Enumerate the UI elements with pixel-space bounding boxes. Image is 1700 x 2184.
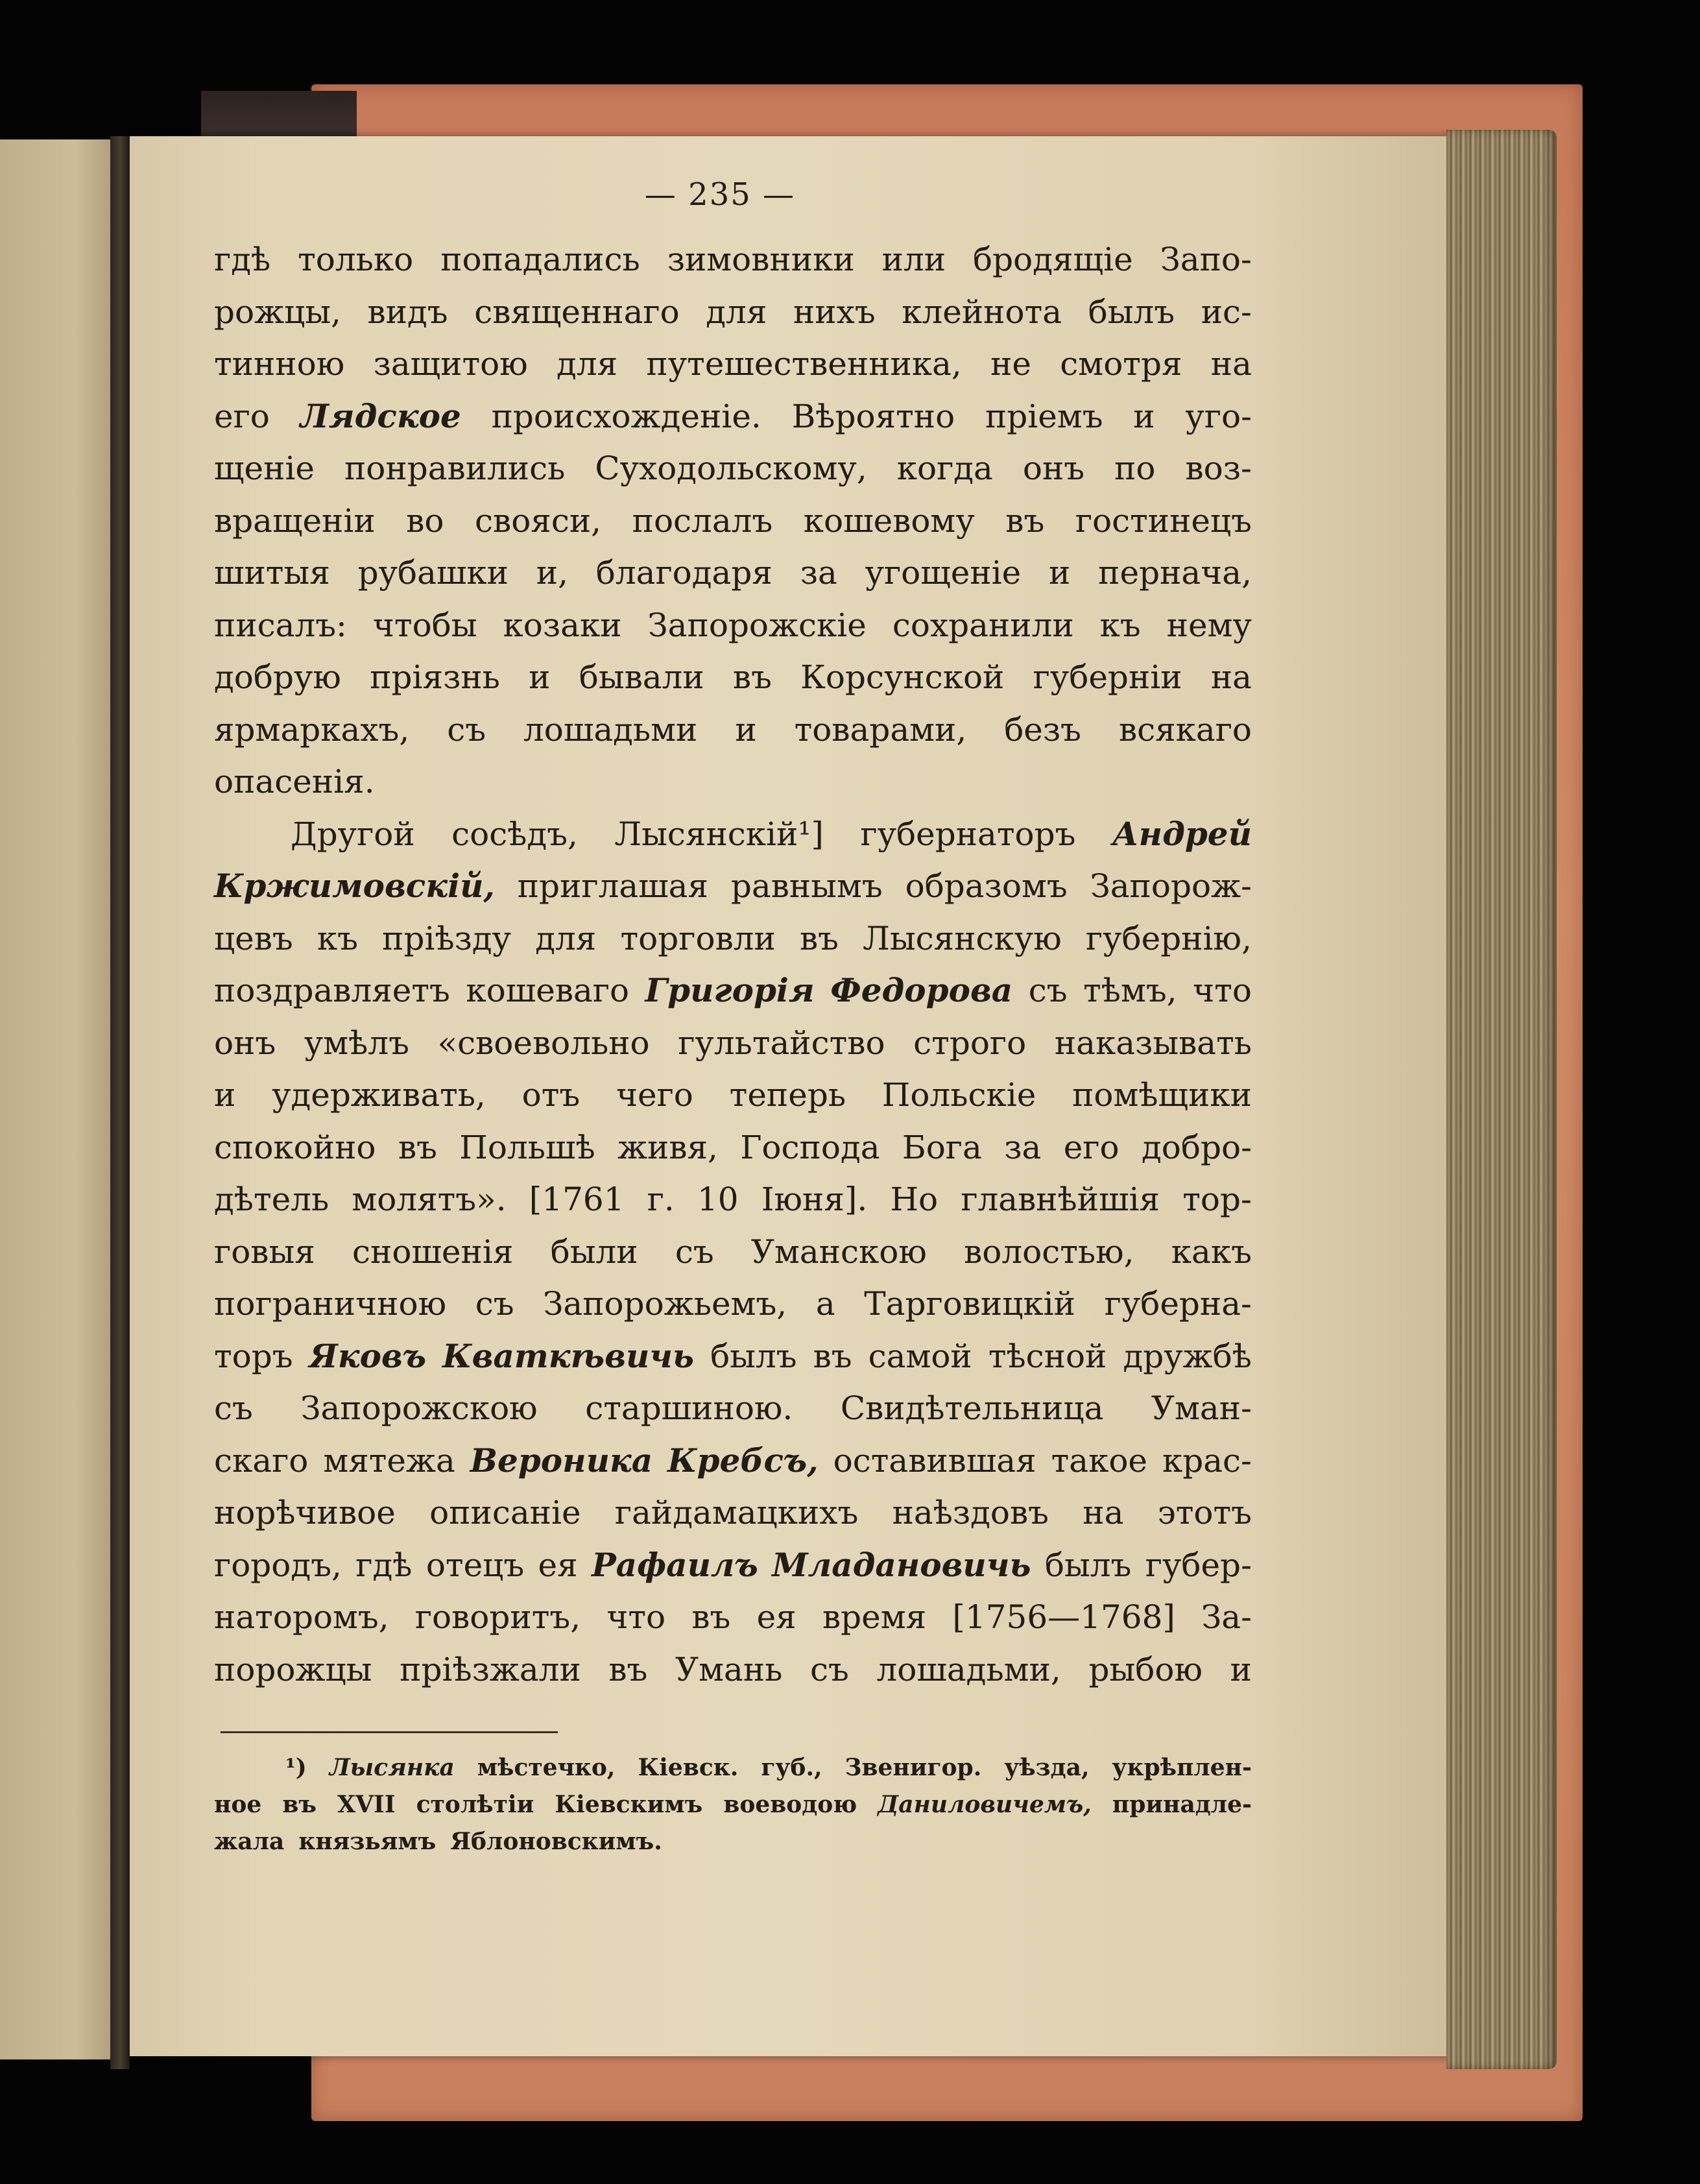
body-line bbox=[214, 1487, 1252, 1539]
body-line bbox=[214, 1435, 1252, 1487]
body-word: чтобы bbox=[372, 606, 477, 644]
body-word: удерживать, bbox=[272, 1076, 486, 1114]
body-word: Младановичь bbox=[772, 1545, 1031, 1584]
body-word: Уман- bbox=[1151, 1389, 1252, 1427]
body-word: и bbox=[1230, 1650, 1252, 1688]
body-line bbox=[214, 390, 1252, 443]
footnote-word: столѣтіи bbox=[416, 1791, 534, 1818]
body-word: его bbox=[214, 397, 270, 435]
body-word: и bbox=[214, 1076, 236, 1114]
body-line bbox=[214, 234, 1252, 286]
body-word: во bbox=[406, 501, 444, 540]
body-word: угощеніе bbox=[865, 554, 1022, 592]
body-word: и bbox=[529, 658, 551, 696]
body-line bbox=[214, 286, 1252, 339]
body-word: губерніи bbox=[1033, 658, 1182, 696]
body-word: пріѣзду bbox=[382, 919, 512, 957]
body-word: торъ bbox=[214, 1337, 293, 1375]
body-word: дѣтель bbox=[214, 1181, 329, 1218]
body-word: и bbox=[1133, 397, 1155, 435]
body-line bbox=[214, 1591, 1252, 1644]
body-word: наѣздовъ bbox=[892, 1494, 1049, 1531]
body-word: добро- bbox=[1141, 1128, 1252, 1166]
page-text bbox=[214, 175, 1252, 1696]
body-word: нихъ bbox=[793, 293, 876, 331]
body-word: Андрей bbox=[1112, 814, 1252, 853]
body-word: Польскіе bbox=[881, 1076, 1036, 1114]
body-word: Вероника bbox=[470, 1441, 653, 1480]
body-word: молятъ». bbox=[352, 1181, 507, 1218]
body-word: защитою bbox=[373, 345, 528, 383]
body-word: лошадьми, bbox=[876, 1650, 1061, 1688]
footnote-rule bbox=[221, 1731, 558, 1733]
body-word: Умань bbox=[675, 1650, 783, 1688]
body-word: писалъ: bbox=[214, 606, 347, 644]
body-word: Вѣроятно bbox=[791, 397, 955, 435]
body-word: Корсунской bbox=[800, 658, 1005, 696]
body-word: Но bbox=[890, 1181, 939, 1218]
body-word: гдѣ bbox=[355, 1546, 413, 1584]
body-word: только bbox=[298, 241, 414, 278]
body-word: священнаго bbox=[474, 293, 680, 331]
body-word: послалъ bbox=[632, 501, 773, 540]
body-word: Рафаилъ bbox=[592, 1545, 758, 1584]
body-word: въ bbox=[800, 919, 839, 957]
body-word: или bbox=[881, 241, 946, 278]
body-word: и bbox=[735, 710, 757, 749]
body-word: были bbox=[550, 1232, 638, 1271]
footnote-word: XVII bbox=[337, 1791, 396, 1818]
body-line bbox=[214, 1644, 1252, 1696]
body-line bbox=[214, 808, 1252, 861]
body-word: съ bbox=[475, 1285, 514, 1323]
body-word: старшиною. bbox=[585, 1389, 793, 1427]
body-word: губернію, bbox=[1085, 919, 1252, 957]
body-word: помѣщики bbox=[1072, 1076, 1252, 1114]
body-word: Тарговицкій bbox=[864, 1285, 1075, 1323]
body-word: въ bbox=[691, 1598, 731, 1636]
body-word: Кржимовскій, bbox=[214, 867, 495, 905]
body-word: Польшѣ bbox=[459, 1128, 595, 1166]
body-word: воз- bbox=[1185, 450, 1252, 487]
body-word: наторомъ, bbox=[214, 1598, 389, 1636]
footnote-word: жала bbox=[214, 1828, 285, 1855]
body-word: за bbox=[800, 554, 837, 592]
page-gutter bbox=[110, 136, 130, 2069]
body-word: Кребсъ, bbox=[667, 1441, 819, 1480]
body-word: самой bbox=[868, 1337, 972, 1375]
body-word: Іюня]. bbox=[761, 1181, 868, 1218]
body-word: Лысянскую bbox=[863, 919, 1062, 957]
body-line bbox=[214, 442, 1252, 495]
body-word: Григорія bbox=[645, 971, 815, 1009]
body-word: уго- bbox=[1185, 397, 1252, 435]
body-word: бродящіе bbox=[973, 241, 1133, 278]
body-word: опасенія. bbox=[214, 763, 375, 800]
body-word: губерна- bbox=[1104, 1285, 1252, 1323]
page-number: — 235 — bbox=[644, 176, 796, 213]
body-line bbox=[214, 651, 1252, 704]
body-word: попадались bbox=[440, 241, 640, 278]
body-word: рожцы, bbox=[214, 293, 341, 331]
body-word: рыбою bbox=[1088, 1650, 1203, 1688]
body-word: приглашая bbox=[517, 867, 708, 905]
body-word: путешественника, bbox=[646, 345, 962, 383]
body-word: нему bbox=[1166, 606, 1252, 644]
footnote-line bbox=[214, 1749, 1252, 1786]
previous-page-edge bbox=[0, 139, 123, 2059]
body-word: былъ bbox=[710, 1337, 797, 1375]
body-line bbox=[214, 1069, 1252, 1122]
body-word: Запорожьемъ, bbox=[543, 1285, 787, 1323]
body-word: торговли bbox=[620, 919, 776, 957]
body-word: его bbox=[1063, 1128, 1119, 1166]
body-word: волостью, bbox=[964, 1232, 1134, 1271]
body-word: пернача, bbox=[1098, 554, 1252, 592]
body-word: благодаря bbox=[595, 554, 772, 592]
body-word: Лядское bbox=[300, 396, 461, 435]
body-word: бывали bbox=[579, 658, 704, 696]
footnote-word: Яблоновскимъ. bbox=[450, 1828, 662, 1855]
body-word: такое bbox=[1051, 1441, 1148, 1480]
body-word: описаніе bbox=[429, 1494, 581, 1531]
body-word: не bbox=[990, 345, 1032, 383]
body-word: дружбѣ bbox=[1123, 1337, 1252, 1375]
body-word: ярмаркахъ, bbox=[214, 710, 410, 749]
body-word: Суходольскому, bbox=[595, 450, 867, 487]
body-word: когда bbox=[896, 450, 993, 487]
body-line bbox=[214, 1382, 1252, 1435]
body-word: для bbox=[706, 293, 767, 331]
body-word: и, bbox=[536, 554, 568, 592]
body-word: былъ bbox=[1088, 293, 1175, 331]
body-word: Запо- bbox=[1160, 241, 1252, 278]
body-word: на bbox=[1083, 1494, 1124, 1531]
body-word: въ bbox=[732, 658, 772, 696]
body-word: лошадьми bbox=[523, 710, 698, 749]
body-word: вращеніи bbox=[214, 501, 376, 540]
body-word: тинною bbox=[214, 345, 345, 383]
footnote-word: князьямъ bbox=[298, 1828, 437, 1855]
footnote-word: воеводою bbox=[723, 1791, 857, 1818]
page-edges bbox=[1446, 130, 1557, 2069]
body-word: говоритъ, bbox=[414, 1598, 581, 1636]
body-word: пріязнь bbox=[370, 658, 500, 696]
body-word: Запорожскою bbox=[300, 1389, 538, 1427]
body-line bbox=[214, 965, 1252, 1017]
body-word: скаго bbox=[214, 1441, 309, 1480]
body-word: живя, bbox=[617, 1128, 718, 1166]
body-word: а bbox=[815, 1285, 835, 1323]
body-word: къ bbox=[1099, 606, 1141, 644]
body-word: кошеваго bbox=[466, 972, 630, 1009]
body-word: съ bbox=[447, 710, 486, 749]
footnote-line bbox=[214, 1823, 1252, 1860]
body-word: ея bbox=[756, 1598, 796, 1636]
body-word: происхожденіе. bbox=[491, 397, 761, 435]
body-word: норѣчивое bbox=[214, 1494, 396, 1531]
body-word: для bbox=[535, 919, 597, 957]
body-word: товарами, bbox=[794, 710, 967, 749]
body-word: «своевольно bbox=[437, 1024, 650, 1062]
body-word: говыя bbox=[214, 1232, 315, 1271]
body-word: сохранили bbox=[892, 606, 1074, 644]
body-word: въ bbox=[398, 1128, 437, 1166]
body-word: гультайство bbox=[678, 1024, 885, 1062]
body-word: отецъ bbox=[425, 1546, 525, 1584]
body-word: Господа bbox=[740, 1128, 880, 1166]
footnote bbox=[214, 1749, 1252, 1860]
body-word: отъ bbox=[521, 1076, 581, 1114]
body-word: оставившая bbox=[833, 1441, 1036, 1480]
body-word: что bbox=[606, 1598, 666, 1636]
footnote-word: Даниловичемъ, bbox=[878, 1791, 1092, 1818]
body-word: зимовники bbox=[667, 241, 855, 278]
body-word: понравились bbox=[344, 450, 566, 487]
body-line bbox=[214, 1226, 1252, 1278]
body-line bbox=[214, 1173, 1252, 1226]
body-word: онъ bbox=[1022, 450, 1085, 487]
body-word: видъ bbox=[367, 293, 448, 331]
body-line bbox=[214, 1278, 1252, 1330]
body-word: Свидѣтельница bbox=[840, 1389, 1104, 1427]
body-word: [1756—1768] bbox=[952, 1598, 1175, 1636]
body-word: смотря bbox=[1060, 345, 1182, 383]
body-word: добрую bbox=[214, 658, 341, 696]
body-word: всякаго bbox=[1118, 710, 1252, 749]
body-word: шитыя bbox=[214, 554, 330, 592]
footnote-word: принадле- bbox=[1112, 1791, 1252, 1818]
body-word: образомъ bbox=[905, 867, 1068, 905]
body-word: свояси, bbox=[475, 501, 602, 540]
body-word: гостинецъ bbox=[1075, 501, 1252, 540]
body-word: Другой bbox=[291, 815, 415, 853]
body-line bbox=[214, 1330, 1252, 1383]
body-word: Лысянскій¹] bbox=[614, 815, 824, 853]
body-word: съ bbox=[214, 1389, 253, 1427]
footnote-word: Кіевск. bbox=[638, 1754, 739, 1781]
body-line bbox=[214, 860, 1252, 913]
body-word: равнымъ bbox=[730, 867, 883, 905]
body-line bbox=[214, 495, 1252, 547]
body-word: Федорова bbox=[830, 971, 1013, 1009]
footnote-word: Лысянка bbox=[329, 1754, 455, 1781]
footnote-word: Звенигор. bbox=[844, 1754, 982, 1781]
body-word: за bbox=[1004, 1128, 1042, 1166]
body-word: За- bbox=[1201, 1598, 1252, 1636]
body-word: тѣмъ, bbox=[1083, 972, 1177, 1009]
body-word: 10 bbox=[697, 1181, 739, 1218]
body-word: что bbox=[1193, 972, 1252, 1009]
body-word: онъ bbox=[214, 1024, 276, 1062]
body-word: главнѣйшія bbox=[961, 1181, 1160, 1218]
body-word: съ bbox=[1028, 972, 1068, 1009]
body-word: Запорожскіе bbox=[647, 606, 867, 644]
footnote-word: мѣстечко, bbox=[477, 1754, 616, 1781]
body-word: тор- bbox=[1182, 1181, 1252, 1218]
body-word: городъ, bbox=[214, 1546, 342, 1584]
body-word: въ bbox=[1005, 501, 1045, 540]
body-word: сношенія bbox=[352, 1232, 514, 1271]
body-word: козаки bbox=[503, 606, 622, 644]
body-word: гдѣ bbox=[214, 241, 271, 278]
body-word: къ bbox=[317, 919, 358, 957]
body-line bbox=[214, 338, 1252, 390]
body-word: спокойно bbox=[214, 1128, 376, 1166]
body-text bbox=[214, 234, 1252, 1696]
body-word: былъ bbox=[1044, 1546, 1132, 1584]
body-line bbox=[214, 1122, 1252, 1174]
footnote-word: уѣзда, bbox=[1004, 1754, 1090, 1781]
body-word: ея bbox=[538, 1546, 578, 1584]
body-word: какъ bbox=[1171, 1232, 1252, 1271]
body-word: на bbox=[1210, 345, 1252, 383]
body-word: рубашки bbox=[357, 554, 509, 592]
body-word: кошевому bbox=[803, 501, 975, 540]
body-word: г. bbox=[647, 1181, 675, 1218]
body-word: и bbox=[1049, 554, 1071, 592]
body-word: этотъ bbox=[1157, 1494, 1252, 1531]
body-word: умѣлъ bbox=[304, 1024, 409, 1062]
body-line bbox=[214, 547, 1252, 599]
footnote-word: губ., bbox=[761, 1754, 822, 1781]
body-word: губернаторъ bbox=[860, 815, 1076, 853]
body-line bbox=[214, 1017, 1252, 1070]
body-line bbox=[214, 704, 1252, 756]
body-word: въ bbox=[608, 1650, 648, 1688]
body-word: мятежа bbox=[323, 1441, 455, 1480]
body-word: Бога bbox=[902, 1128, 982, 1166]
body-word: Яковъ bbox=[309, 1336, 427, 1375]
body-word: съ bbox=[675, 1232, 714, 1271]
footnote-word: укрѣплен- bbox=[1112, 1754, 1252, 1781]
body-word: [1761 bbox=[529, 1181, 625, 1218]
body-word: гайдамацкихъ bbox=[614, 1494, 859, 1531]
body-word: порожцы bbox=[214, 1650, 372, 1688]
body-word: съ bbox=[810, 1650, 849, 1688]
body-word: тѣсной bbox=[988, 1337, 1107, 1375]
body-word: Запорож- bbox=[1090, 867, 1252, 905]
body-word: наказывать bbox=[1054, 1024, 1252, 1062]
body-word: крас- bbox=[1162, 1441, 1252, 1480]
footnote-word: ¹) bbox=[285, 1754, 307, 1781]
body-word: клейнота bbox=[902, 293, 1062, 331]
body-word: по bbox=[1114, 450, 1156, 487]
body-line bbox=[214, 756, 1252, 808]
body-word: безъ bbox=[1004, 710, 1081, 749]
body-word: на bbox=[1210, 658, 1252, 696]
body-word: теперь bbox=[729, 1076, 846, 1114]
body-word: строго bbox=[913, 1024, 1027, 1062]
body-word: поздравляетъ bbox=[214, 972, 450, 1009]
body-word: Кваткѣвичь bbox=[442, 1336, 695, 1375]
body-word: Уманскою bbox=[750, 1232, 927, 1271]
body-word: пріѣзжали bbox=[400, 1650, 581, 1688]
body-word: ис- bbox=[1201, 293, 1252, 331]
footnote-line bbox=[214, 1786, 1252, 1823]
footnote-word: ное bbox=[214, 1791, 262, 1818]
footnote-word: Кіевскимъ bbox=[555, 1791, 703, 1818]
body-word: сосѣдъ, bbox=[451, 815, 578, 853]
body-word: цевъ bbox=[214, 919, 293, 957]
footnote-word: въ bbox=[282, 1791, 317, 1818]
body-word: въ bbox=[813, 1337, 852, 1375]
body-line bbox=[214, 599, 1252, 652]
body-word: пограничною bbox=[214, 1285, 447, 1323]
body-word: губер- bbox=[1145, 1546, 1252, 1584]
body-word: чего bbox=[616, 1076, 693, 1114]
body-word: пріемъ bbox=[985, 397, 1103, 435]
body-line bbox=[214, 1539, 1252, 1592]
body-word: щеніе bbox=[214, 450, 315, 487]
body-word: время bbox=[822, 1598, 927, 1636]
body-word: для bbox=[557, 345, 618, 383]
body-line bbox=[214, 913, 1252, 965]
